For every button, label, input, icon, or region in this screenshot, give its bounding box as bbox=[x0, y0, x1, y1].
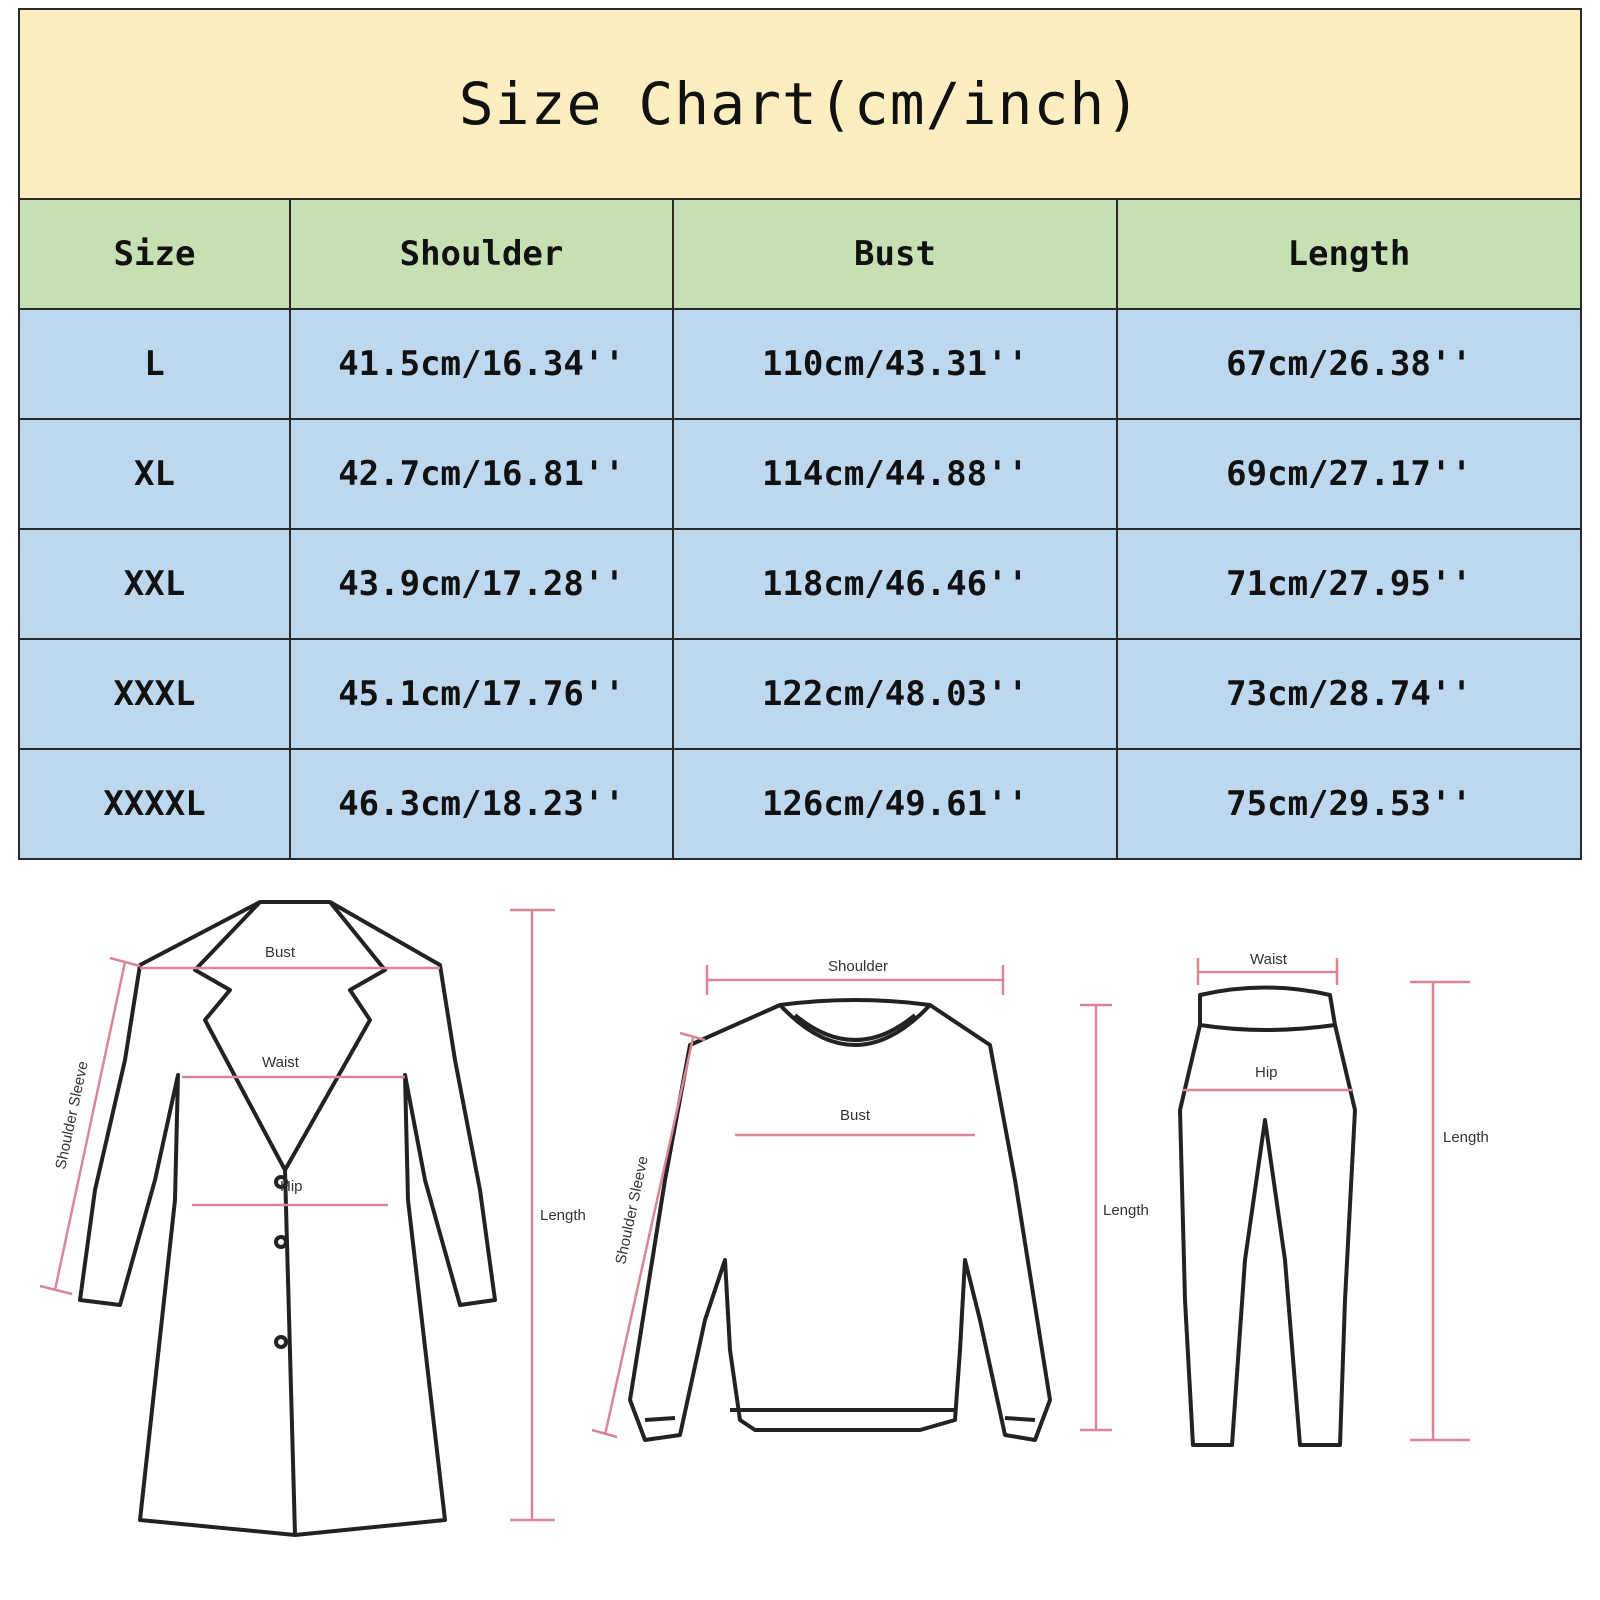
coat-waist-label: Waist bbox=[262, 1054, 299, 1071]
length-cell: 71cm/27.95'' bbox=[1117, 529, 1581, 639]
coat-hip-label: Hip bbox=[280, 1178, 303, 1195]
sweater-shoulder-label: Shoulder bbox=[828, 958, 889, 975]
coat-shoulder-sleeve-label: Shoulder Sleeve bbox=[52, 1059, 92, 1171]
size-chart-table bbox=[18, 8, 1582, 860]
chart-title: Size Chart(cm/inch) bbox=[19, 9, 1581, 199]
length-cell: 73cm/28.74'' bbox=[1117, 639, 1581, 749]
length-cell: 67cm/26.38'' bbox=[1117, 309, 1581, 419]
shoulder-cell: 41.5cm/16.34'' bbox=[290, 309, 673, 419]
bust-cell: 110cm/43.31'' bbox=[673, 309, 1117, 419]
shoulder-cell: 42.7cm/16.81'' bbox=[290, 419, 673, 529]
size-cell: L bbox=[19, 309, 290, 419]
size-cell: XXL bbox=[19, 529, 290, 639]
header-bust: Bust bbox=[673, 199, 1117, 309]
size-cell: XXXL bbox=[19, 639, 290, 749]
pants-waist-label: Waist bbox=[1250, 951, 1287, 968]
coat-bust-label: Bust bbox=[265, 944, 296, 961]
size-cell: XL bbox=[19, 419, 290, 529]
table-row bbox=[19, 749, 1581, 859]
pants-hip-label: Hip bbox=[1255, 1064, 1278, 1081]
pants-length-label: Length bbox=[1443, 1129, 1489, 1146]
length-cell: 75cm/29.53'' bbox=[1117, 749, 1581, 859]
sweater-shoulder-sleeve-label: Shoulder Sleeve bbox=[612, 1154, 652, 1266]
coat-measure-lines bbox=[40, 910, 555, 1520]
bust-cell: 126cm/49.61'' bbox=[673, 749, 1117, 859]
sweater-illustration bbox=[630, 1000, 1050, 1440]
header-shoulder: Shoulder bbox=[290, 199, 673, 309]
pants-measure-lines bbox=[1182, 958, 1470, 1440]
header-size: Size bbox=[19, 199, 290, 309]
sweater-bust-label: Bust bbox=[840, 1107, 871, 1124]
table-row bbox=[19, 419, 1581, 529]
coat-illustration bbox=[80, 902, 495, 1535]
bust-cell: 118cm/46.46'' bbox=[673, 529, 1117, 639]
measurement-diagram bbox=[0, 880, 1600, 1600]
coat-length-label: Length bbox=[540, 1207, 586, 1224]
pants-illustration bbox=[1180, 988, 1355, 1446]
header-length: Length bbox=[1117, 199, 1581, 309]
size-cell: XXXXL bbox=[19, 749, 290, 859]
header-row bbox=[19, 199, 1581, 309]
shoulder-cell: 43.9cm/17.28'' bbox=[290, 529, 673, 639]
sweater-length-label: Length bbox=[1103, 1202, 1149, 1219]
shoulder-cell: 45.1cm/17.76'' bbox=[290, 639, 673, 749]
sweater-measure-lines bbox=[592, 965, 1112, 1437]
table-row bbox=[19, 529, 1581, 639]
bust-cell: 122cm/48.03'' bbox=[673, 639, 1117, 749]
table-row bbox=[19, 309, 1581, 419]
table-row bbox=[19, 639, 1581, 749]
length-cell: 69cm/27.17'' bbox=[1117, 419, 1581, 529]
shoulder-cell: 46.3cm/18.23'' bbox=[290, 749, 673, 859]
bust-cell: 114cm/44.88'' bbox=[673, 419, 1117, 529]
